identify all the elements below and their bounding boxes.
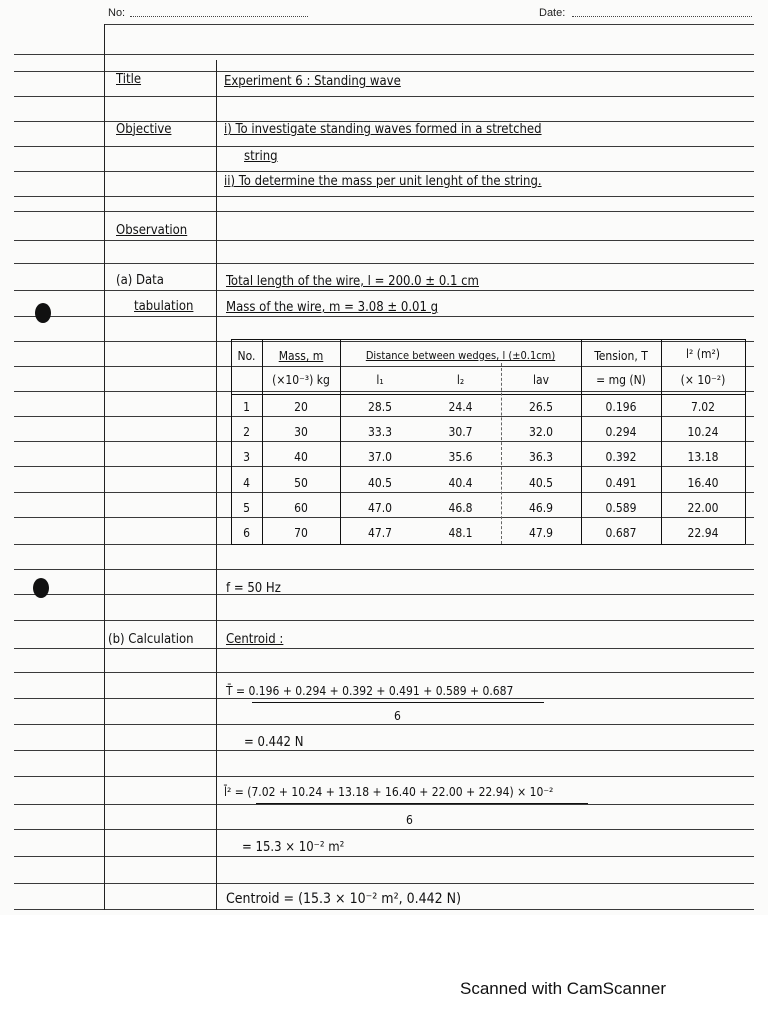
row-l-squared-cell: 7.02 <box>690 400 716 414</box>
row-l1-cell: 37.0 <box>367 450 393 465</box>
row-l-squared-cell: 22.00 <box>687 500 719 515</box>
objective-line-1: i) To investigate standing waves formed in a stretched <box>224 122 542 137</box>
length-fraction-bar <box>256 803 588 804</box>
row-lav-cell: 32.0 <box>528 425 554 440</box>
centroid-final: Centroid = (15.3 × 10⁻² m², 0.442 N) <box>226 891 461 907</box>
margin-line-inner <box>216 60 217 910</box>
header-lav: lav <box>532 373 549 387</box>
frequency-text: f = 50 Hz <box>226 581 281 596</box>
length-mean-denominator: 6 <box>406 813 413 827</box>
row-l1-cell: 47.7 <box>367 526 393 540</box>
observation-label: Observation <box>116 223 188 238</box>
row-l-squared-cell: 13.18 <box>687 450 719 465</box>
row-tension-cell: 0.392 <box>605 450 637 465</box>
row-lav-cell: 26.5 <box>528 400 554 414</box>
centroid-heading: Centroid : <box>226 632 284 647</box>
binder-hole-top <box>35 303 51 323</box>
row-mass-cell: 20 <box>294 400 308 414</box>
no-field-line <box>130 6 308 17</box>
scanner-watermark: Scanned with CamScanner <box>460 979 667 998</box>
mass-of-wire-text: Mass of the wire, m = 3.08 ± 0.01 g <box>226 300 439 315</box>
row-tension-cell: 0.589 <box>605 500 637 515</box>
total-length-text: Total length of the wire, l = 200.0 ± 0.1 cm <box>226 274 479 289</box>
title-label: Title <box>116 72 142 87</box>
tension-mean-result: = 0.442 N <box>244 735 304 750</box>
length-mean-result: = 15.3 × 10⁻² m² <box>242 840 345 855</box>
row-lav-cell: 46.9 <box>528 500 554 515</box>
row-no-cell: 4 <box>243 475 250 490</box>
row-mass-cell: 70 <box>294 526 308 540</box>
row-lav-cell: 40.5 <box>528 475 554 490</box>
objective-label: Objective <box>116 122 172 137</box>
header-l-squared: l² (m²) <box>685 347 721 361</box>
row-l2-cell: 24.4 <box>448 400 473 414</box>
header-distance: Distance between wedges, l (±0.1cm) <box>365 349 556 362</box>
date-label: Date: <box>539 7 566 19</box>
row-tension-cell: 0.687 <box>605 526 637 540</box>
row-tension-cell: 0.196 <box>605 400 637 414</box>
margin-line-left <box>104 24 105 910</box>
no-label: No: <box>108 7 126 19</box>
tension-mean-denominator: 6 <box>394 709 401 723</box>
objective-line-2: string <box>244 149 278 164</box>
header-tension-unit: = mg (N) <box>596 373 646 387</box>
objective-line-3: ii) To determine the mass per unit lenght of the string. <box>224 174 542 189</box>
row-lav-cell: 47.9 <box>528 526 554 540</box>
data-table <box>231 339 745 544</box>
row-l-squared-cell: 10.24 <box>687 425 719 440</box>
row-l-squared-cell: 22.94 <box>687 526 719 540</box>
row-l2-cell: 30.7 <box>448 425 473 440</box>
row-l2-cell: 35.6 <box>448 450 473 465</box>
row-mass-cell: 40 <box>294 450 308 465</box>
row-tension-cell: 0.294 <box>605 425 637 440</box>
header-l2: l₂ <box>456 373 465 387</box>
row-l1-cell: 33.3 <box>367 425 393 440</box>
header-l-squared-unit: (× 10⁻²) <box>680 373 726 387</box>
row-no-cell: 2 <box>243 425 250 440</box>
row-l2-cell: 40.4 <box>448 475 473 490</box>
header-mass-unit: (×10⁻³) kg <box>272 373 330 387</box>
experiment-title: Experiment 6 : Standing wave <box>224 74 401 89</box>
binder-hole-bottom <box>33 578 49 598</box>
row-mass-cell: 60 <box>294 500 308 515</box>
row-l1-cell: 40.5 <box>367 475 393 490</box>
row-l2-cell: 46.8 <box>448 500 473 515</box>
header-mass: Mass, m <box>278 349 324 363</box>
date-field-line <box>572 6 752 17</box>
row-no-cell: 6 <box>243 526 250 540</box>
row-lav-cell: 36.3 <box>528 450 554 465</box>
data-label-line1: (a) Data <box>116 273 164 288</box>
row-no-cell: 3 <box>243 450 250 465</box>
row-l1-cell: 47.0 <box>367 500 393 515</box>
header-no: No. <box>237 349 256 363</box>
row-no-cell: 5 <box>243 500 250 515</box>
calculation-label: (b) Calculation <box>108 632 194 647</box>
length-mean-numerator: l̄² = (7.02 + 10.24 + 13.18 + 16.40 + 22.00 + 22.94) × 10⁻² <box>224 785 554 799</box>
row-mass-cell: 30 <box>294 425 308 440</box>
data-label-line2: tabulation <box>134 299 194 314</box>
header-l1: l₁ <box>376 373 384 387</box>
row-no-cell: 1 <box>243 400 250 414</box>
header-tension: Tension, T <box>594 349 648 363</box>
row-l1-cell: 28.5 <box>367 400 393 414</box>
tension-mean-numerator: T̄ = 0.196 + 0.294 + 0.392 + 0.491 + 0.589 + 0.687 <box>226 684 514 698</box>
row-mass-cell: 50 <box>294 475 308 490</box>
tension-fraction-bar <box>252 702 544 703</box>
row-l-squared-cell: 16.40 <box>687 475 719 490</box>
row-tension-cell: 0.491 <box>605 475 637 490</box>
row-l2-cell: 48.1 <box>448 526 473 540</box>
